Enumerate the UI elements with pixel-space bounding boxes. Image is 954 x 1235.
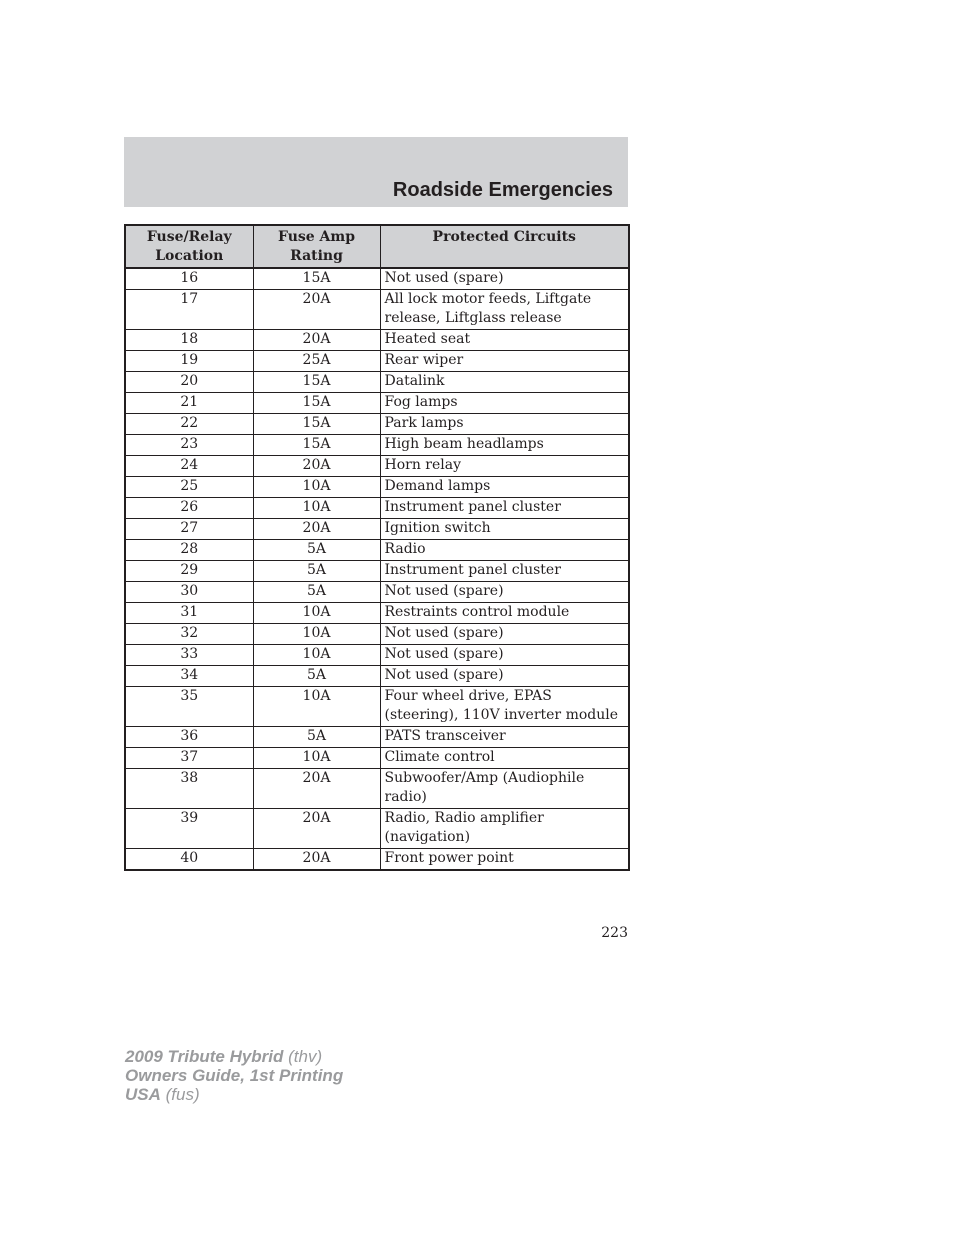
table-row: [125, 748, 629, 769]
footer-line-1: 2009 Tribute Hybrid (thv): [125, 1047, 323, 1066]
protected-circuit-cell: All lock motor feeds, Liftgate release, Liftglass release: [380, 290, 629, 330]
fuse-location-cell: 23: [125, 435, 253, 456]
protected-circuit-cell: Horn relay: [380, 456, 629, 477]
protected-circuit-cell: Heated seat: [380, 330, 629, 351]
fuse-amp-cell: 20A: [253, 290, 380, 330]
protected-circuit-cell: Not used (spare): [380, 624, 629, 645]
table-row: [125, 769, 629, 809]
fuse-location-cell: 16: [125, 268, 253, 290]
fuse-location-cell: 27: [125, 519, 253, 540]
table-row: [125, 561, 629, 582]
document-footer: [125, 1047, 343, 1104]
protected-circuit-cell: PATS transceiver: [380, 727, 629, 748]
table-row: [125, 456, 629, 477]
table-row: [125, 268, 629, 290]
fuse-location-cell: 39: [125, 809, 253, 849]
table-row: [125, 477, 629, 498]
table-row: [125, 603, 629, 624]
protected-circuit-cell: Four wheel drive, EPAS (steering), 110V inverter module: [380, 687, 629, 727]
table-row: [125, 624, 629, 645]
fuse-amp-cell: 20A: [253, 809, 380, 849]
fuse-location-cell: 29: [125, 561, 253, 582]
table-row: [125, 687, 629, 727]
section-header-band: [124, 137, 628, 207]
fuse-location-cell: 34: [125, 666, 253, 687]
fuse-location-cell: 31: [125, 603, 253, 624]
table-row: [125, 519, 629, 540]
protected-circuit-cell: Not used (spare): [380, 582, 629, 603]
fuse-amp-cell: 15A: [253, 414, 380, 435]
fuse-table: [124, 224, 630, 871]
protected-circuit-cell: High beam headlamps: [380, 435, 629, 456]
protected-circuit-cell: Instrument panel cluster: [380, 498, 629, 519]
fuse-amp-cell: 5A: [253, 727, 380, 748]
fuse-amp-cell: 15A: [253, 435, 380, 456]
fuse-location-cell: 30: [125, 582, 253, 603]
fuse-location-cell: 18: [125, 330, 253, 351]
protected-circuit-cell: Not used (spare): [380, 666, 629, 687]
table-header-row: [125, 225, 629, 268]
fuse-location-cell: 24: [125, 456, 253, 477]
fuse-location-cell: 38: [125, 769, 253, 809]
fuse-location-cell: 28: [125, 540, 253, 561]
table-row: [125, 498, 629, 519]
fuse-amp-cell: 20A: [253, 330, 380, 351]
column-header-location: Fuse/Relay Location: [125, 225, 253, 268]
table-row: [125, 849, 629, 871]
fuse-location-cell: 21: [125, 393, 253, 414]
fuse-location-cell: 22: [125, 414, 253, 435]
fuse-location-cell: 19: [125, 351, 253, 372]
table-row: [125, 727, 629, 748]
fuse-amp-cell: 15A: [253, 372, 380, 393]
protected-circuit-cell: Restraints control module: [380, 603, 629, 624]
fuse-location-cell: 17: [125, 290, 253, 330]
table-row: [125, 540, 629, 561]
column-header-protected-circuits: Protected Circuits: [380, 225, 629, 268]
fuse-amp-cell: 20A: [253, 849, 380, 871]
fuse-amp-cell: 10A: [253, 603, 380, 624]
fuse-location-cell: 25: [125, 477, 253, 498]
fuse-amp-cell: 20A: [253, 456, 380, 477]
fuse-amp-cell: 5A: [253, 582, 380, 603]
protected-circuit-cell: Ignition switch: [380, 519, 629, 540]
protected-circuit-cell: Rear wiper: [380, 351, 629, 372]
protected-circuit-cell: Not used (spare): [380, 645, 629, 666]
column-header-amp-rating: Fuse Amp Rating: [253, 225, 380, 268]
fuse-location-cell: 37: [125, 748, 253, 769]
fuse-amp-cell: 10A: [253, 624, 380, 645]
fuse-location-cell: 26: [125, 498, 253, 519]
table-row: [125, 290, 629, 330]
fuse-amp-cell: 10A: [253, 748, 380, 769]
fuse-amp-cell: 5A: [253, 540, 380, 561]
fuse-location-cell: 36: [125, 727, 253, 748]
footer-line-3: USA (fus): [125, 1085, 200, 1104]
protected-circuit-cell: Front power point: [380, 849, 629, 871]
table-row: [125, 645, 629, 666]
fuse-amp-cell: 10A: [253, 687, 380, 727]
table-row: [125, 351, 629, 372]
protected-circuit-cell: Datalink: [380, 372, 629, 393]
fuse-amp-cell: 25A: [253, 351, 380, 372]
fuse-location-cell: 32: [125, 624, 253, 645]
table-row: [125, 393, 629, 414]
fuse-location-cell: 20: [125, 372, 253, 393]
protected-circuit-cell: Radio: [380, 540, 629, 561]
protected-circuit-cell: Radio, Radio amplifier (navigation): [380, 809, 629, 849]
table-row: [125, 372, 629, 393]
table-row: [125, 582, 629, 603]
fuse-amp-cell: 5A: [253, 561, 380, 582]
fuse-amp-cell: 20A: [253, 769, 380, 809]
protected-circuit-cell: Park lamps: [380, 414, 629, 435]
table-row: [125, 414, 629, 435]
page-number: 223: [601, 925, 628, 941]
table-row: [125, 809, 629, 849]
protected-circuit-cell: Not used (spare): [380, 268, 629, 290]
fuse-amp-cell: 5A: [253, 666, 380, 687]
protected-circuit-cell: Climate control: [380, 748, 629, 769]
protected-circuit-cell: Fog lamps: [380, 393, 629, 414]
fuse-amp-cell: 10A: [253, 645, 380, 666]
footer-line-2: Owners Guide, 1st Printing: [125, 1066, 344, 1085]
table-row: [125, 666, 629, 687]
fuse-amp-cell: 15A: [253, 268, 380, 290]
protected-circuit-cell: Demand lamps: [380, 477, 629, 498]
fuse-amp-cell: 10A: [253, 477, 380, 498]
protected-circuit-cell: Instrument panel cluster: [380, 561, 629, 582]
fuse-amp-cell: 20A: [253, 519, 380, 540]
fuse-amp-cell: 10A: [253, 498, 380, 519]
table-row: [125, 435, 629, 456]
section-title: Roadside Emergencies: [392, 179, 613, 201]
fuse-location-cell: 40: [125, 849, 253, 871]
fuse-amp-cell: 15A: [253, 393, 380, 414]
fuse-location-cell: 33: [125, 645, 253, 666]
protected-circuit-cell: Subwoofer/Amp (Audiophile radio): [380, 769, 629, 809]
table-row: [125, 330, 629, 351]
fuse-location-cell: 35: [125, 687, 253, 727]
